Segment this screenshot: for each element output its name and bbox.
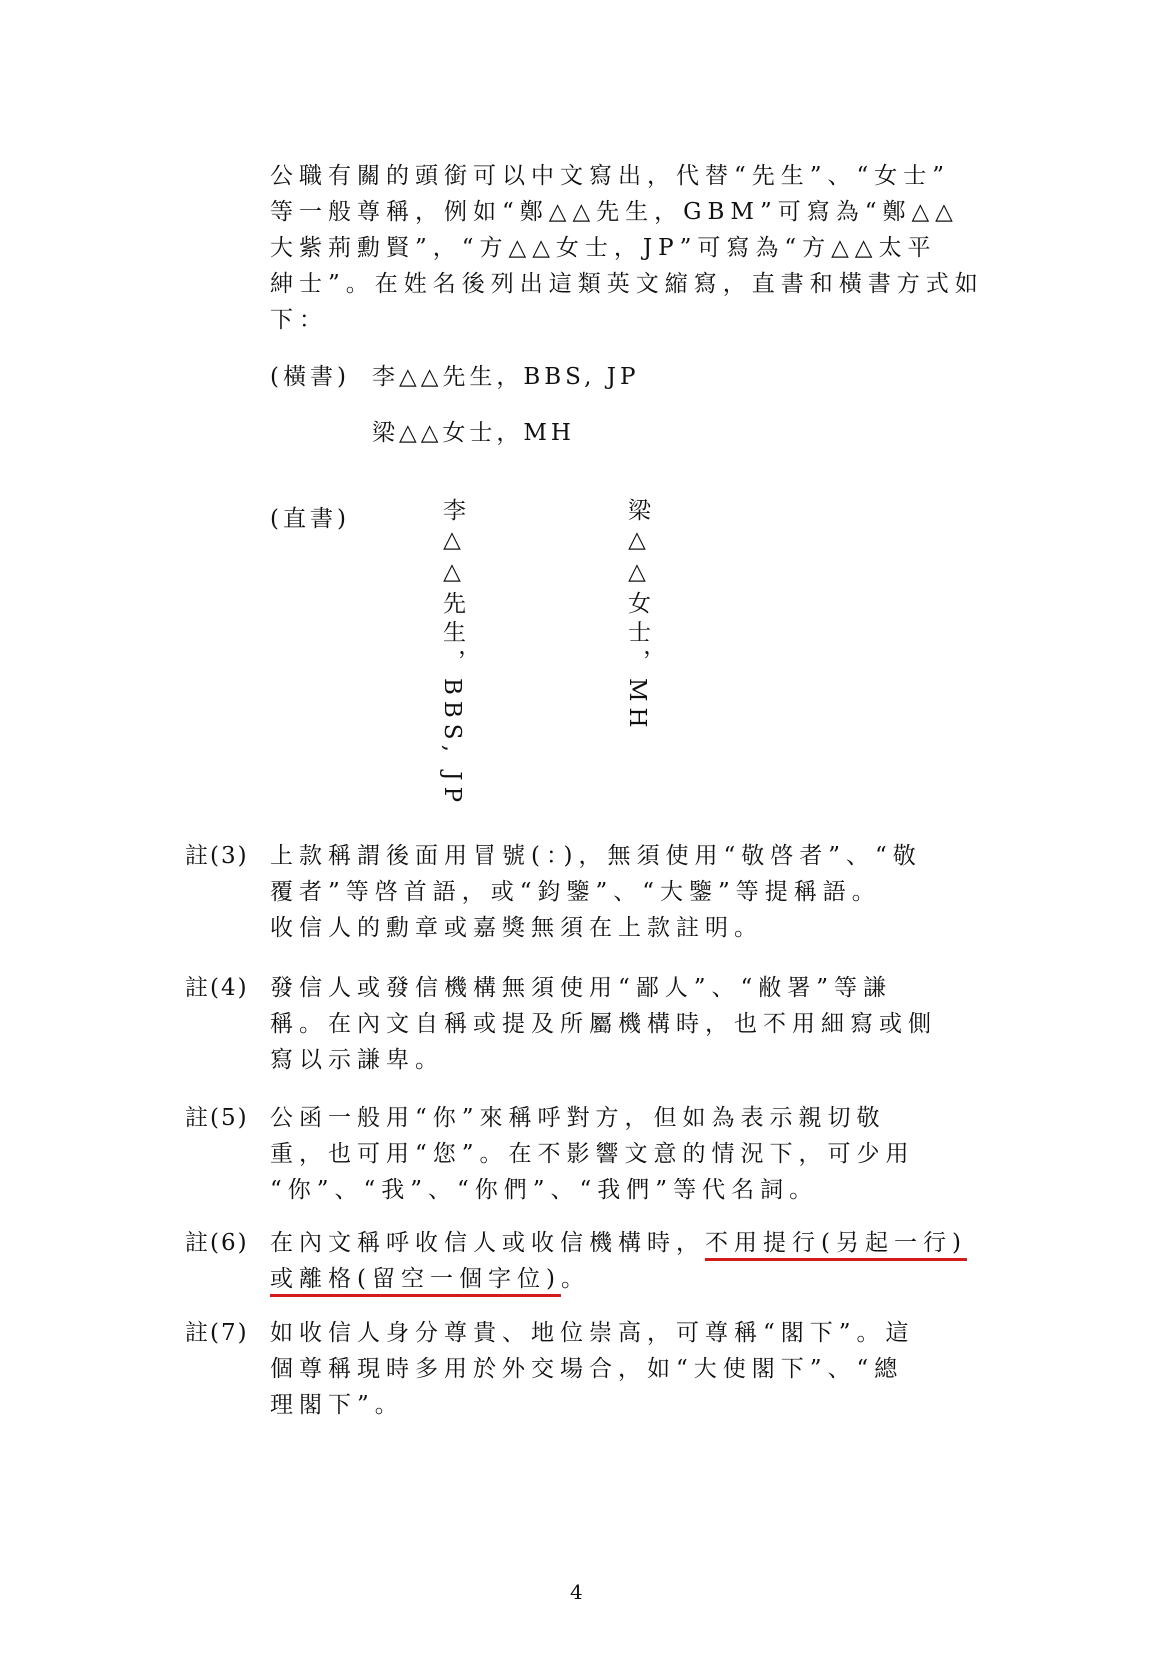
note-label: 註(3) (185, 843, 249, 869)
note-body (270, 1225, 990, 1297)
intro-line: 下： (270, 307, 328, 333)
note-6-highlight-2: 或離格(留空一個字位) (270, 1266, 561, 1292)
note-line: “你”、“我”、“你們”、“我們”等代名詞。 (270, 1177, 819, 1203)
note-line: 寫以示謙卑。 (270, 1047, 444, 1073)
note-body (270, 970, 990, 1078)
note-line: 個尊稱現時多用於外交場合，如“大使閣下”、“總 (270, 1356, 904, 1382)
note-line: 公函一般用“你”來稱呼對方，但如為表示親切敬 (270, 1105, 886, 1131)
note-body (270, 1315, 990, 1423)
note-line: 上款稱謂後面用冒號(：)，無須使用“敬啓者”、“敬 (270, 843, 922, 869)
note-6-highlight-1: 不用提行(另起一行) (705, 1230, 967, 1256)
note-line: 覆者”等啓首語，或“鈞鑒”、“大鑒”等提稱語。 (270, 879, 881, 905)
note-label: 註(6) (185, 1230, 249, 1256)
horizontal-example-2: 梁△△女士，MH (372, 420, 575, 446)
intro-line: 大紫荊勳賢”，“方△△女士，JP”可寫為“方△△太平 (270, 235, 937, 261)
intro-line: 等一般尊稱，例如“鄭△△先生，GBM”可寫為“鄭△△ (270, 199, 959, 225)
note-label: 註(4) (185, 975, 249, 1001)
horizontal-label: (橫書) (270, 364, 350, 390)
intro-paragraph (270, 158, 990, 338)
note-body (270, 1100, 990, 1208)
intro-line: 紳士”。在姓名後列出這類英文縮寫，直書和橫書方式如 (270, 271, 984, 297)
note-line (270, 1261, 990, 1297)
vertical-example-2: 梁△△女士，MH (624, 498, 650, 734)
note-line: 重，也可用“您”。在不影響文意的情況下，可少用 (270, 1141, 915, 1167)
note-line: 理閣下”。 (270, 1392, 404, 1418)
note-6-period: 。 (560, 1266, 590, 1292)
vertical-example-1: 李△△先生，BBS, JP (439, 498, 465, 809)
note-body (270, 838, 990, 946)
note-line (270, 1225, 990, 1261)
note-line: 收信人的勳章或嘉獎無須在上款註明。 (270, 915, 763, 941)
intro-line: 公職有關的頭銜可以中文寫出，代替“先生”、“女士” (270, 163, 951, 189)
note-6-plain-text: 在內文稱呼收信人或收信機構時， (270, 1230, 705, 1256)
horizontal-example-1: 李△△先生，BBS, JP (372, 364, 640, 390)
note-line: 稱。在內文自稱或提及所屬機構時，也不用細寫或側 (270, 1011, 937, 1037)
note-line: 發信人或發信機構無須使用“鄙人”、“敝署”等謙 (270, 975, 893, 1001)
note-label: 註(5) (185, 1105, 249, 1131)
vertical-label: (直書) (270, 506, 350, 532)
page-number: 4 (570, 1580, 583, 1604)
note-label: 註(7) (185, 1320, 249, 1346)
note-line: 如收信人身分尊貴、地位崇高，可尊稱“閣下”。這 (270, 1320, 915, 1346)
